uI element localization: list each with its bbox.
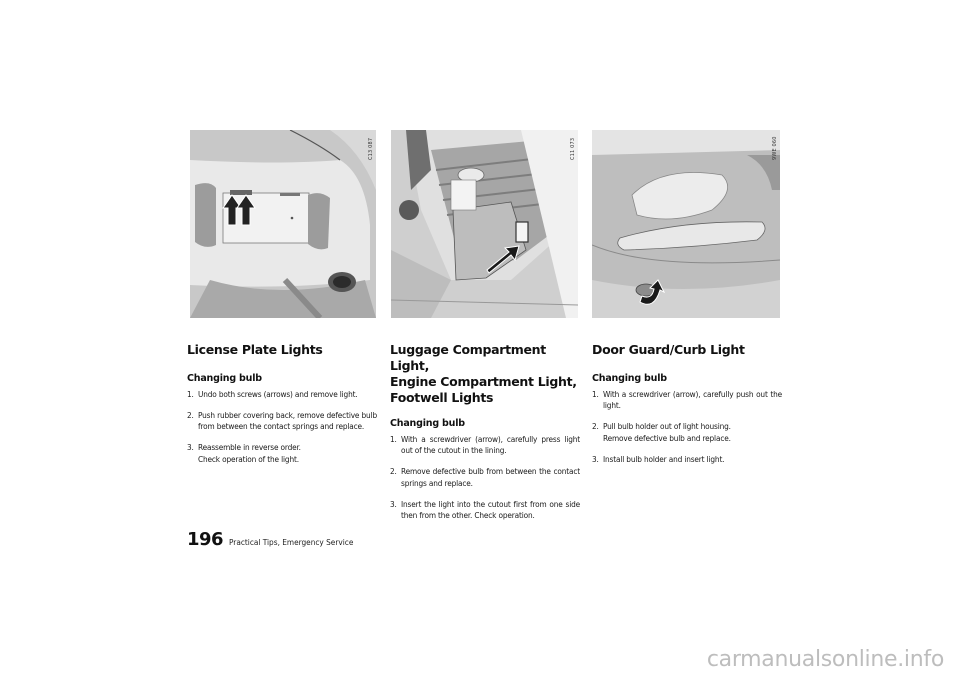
figure-code-1: C13 087 (368, 137, 374, 160)
figure-license-plate-lights (190, 130, 376, 318)
step-number: 3. (390, 498, 397, 509)
step-text: Push rubber covering back, remove defective bulb from between the contact springs and replace. (198, 409, 377, 432)
step-item (187, 410, 377, 433)
step-text: Insert the light into the cutout first from one side then from the other. Check operation. (401, 498, 580, 521)
page-number: 196 (187, 529, 224, 550)
step-text: Check operation of the light. (198, 453, 299, 464)
step-number: 3. (187, 442, 194, 453)
step-number: 1. (592, 389, 599, 399)
section-title-line: Luggage Compartment Light, (390, 342, 546, 373)
step-list (187, 389, 377, 465)
step-number: 1. (390, 434, 397, 444)
section-luggage-compartment-light (390, 342, 580, 531)
section-title-line: Engine Compartment Light, (390, 374, 577, 389)
step-item (592, 421, 782, 444)
step-number: 3. (592, 453, 599, 464)
section-subtitle: Changing bulb (390, 418, 465, 429)
step-text: Remove defective bulb and replace. (603, 432, 731, 443)
section-title-line: Footwell Lights (390, 390, 494, 405)
step-text: With a screwdriver (arrow), carefully push out the light. (603, 389, 782, 411)
step-item (187, 389, 377, 400)
watermark: carmanualsonline.info (706, 647, 944, 672)
step-text: Pull bulb holder out of light housing. (603, 421, 731, 432)
step-text: Undo both screws (arrows) and remove light. (198, 389, 358, 399)
step-number: 2. (592, 421, 599, 432)
section-title (390, 342, 580, 406)
section-subtitle: Changing bulb (592, 373, 667, 384)
step-text: Remove defective bulb from between the contact springs and replace. (401, 466, 580, 488)
step-text: Install bulb holder and insert light. (603, 453, 725, 464)
figure-code-2: C11 073 (570, 137, 576, 160)
step-number: 2. (390, 466, 397, 477)
footer-section-title: Practical Tips, Emergency Service (229, 537, 354, 547)
step-item (390, 499, 580, 522)
figure-door-guard-curb-light (592, 130, 780, 318)
step-text: With a screwdriver (arrow), carefully press light out of the cutout in the lining. (401, 434, 580, 456)
step-item (592, 454, 782, 465)
step-text: Reassemble in reverse order. (198, 442, 301, 453)
step-list (592, 389, 782, 465)
section-door-guard-curb-light (592, 342, 782, 475)
section-title: Door Guard/Curb Light (592, 342, 745, 357)
step-item (390, 466, 580, 489)
section-title: License Plate Lights (187, 342, 323, 357)
step-number: 2. (187, 409, 194, 420)
step-list (390, 434, 580, 521)
step-item (592, 389, 782, 412)
section-subtitle: Changing bulb (187, 373, 262, 384)
step-number: 1. (187, 389, 194, 399)
step-item (187, 442, 377, 465)
figure-luggage-compartment-light (391, 130, 578, 318)
figure-code-3: 9WE 060 (772, 136, 778, 160)
step-item (390, 434, 580, 457)
section-license-plate-lights (187, 342, 377, 475)
